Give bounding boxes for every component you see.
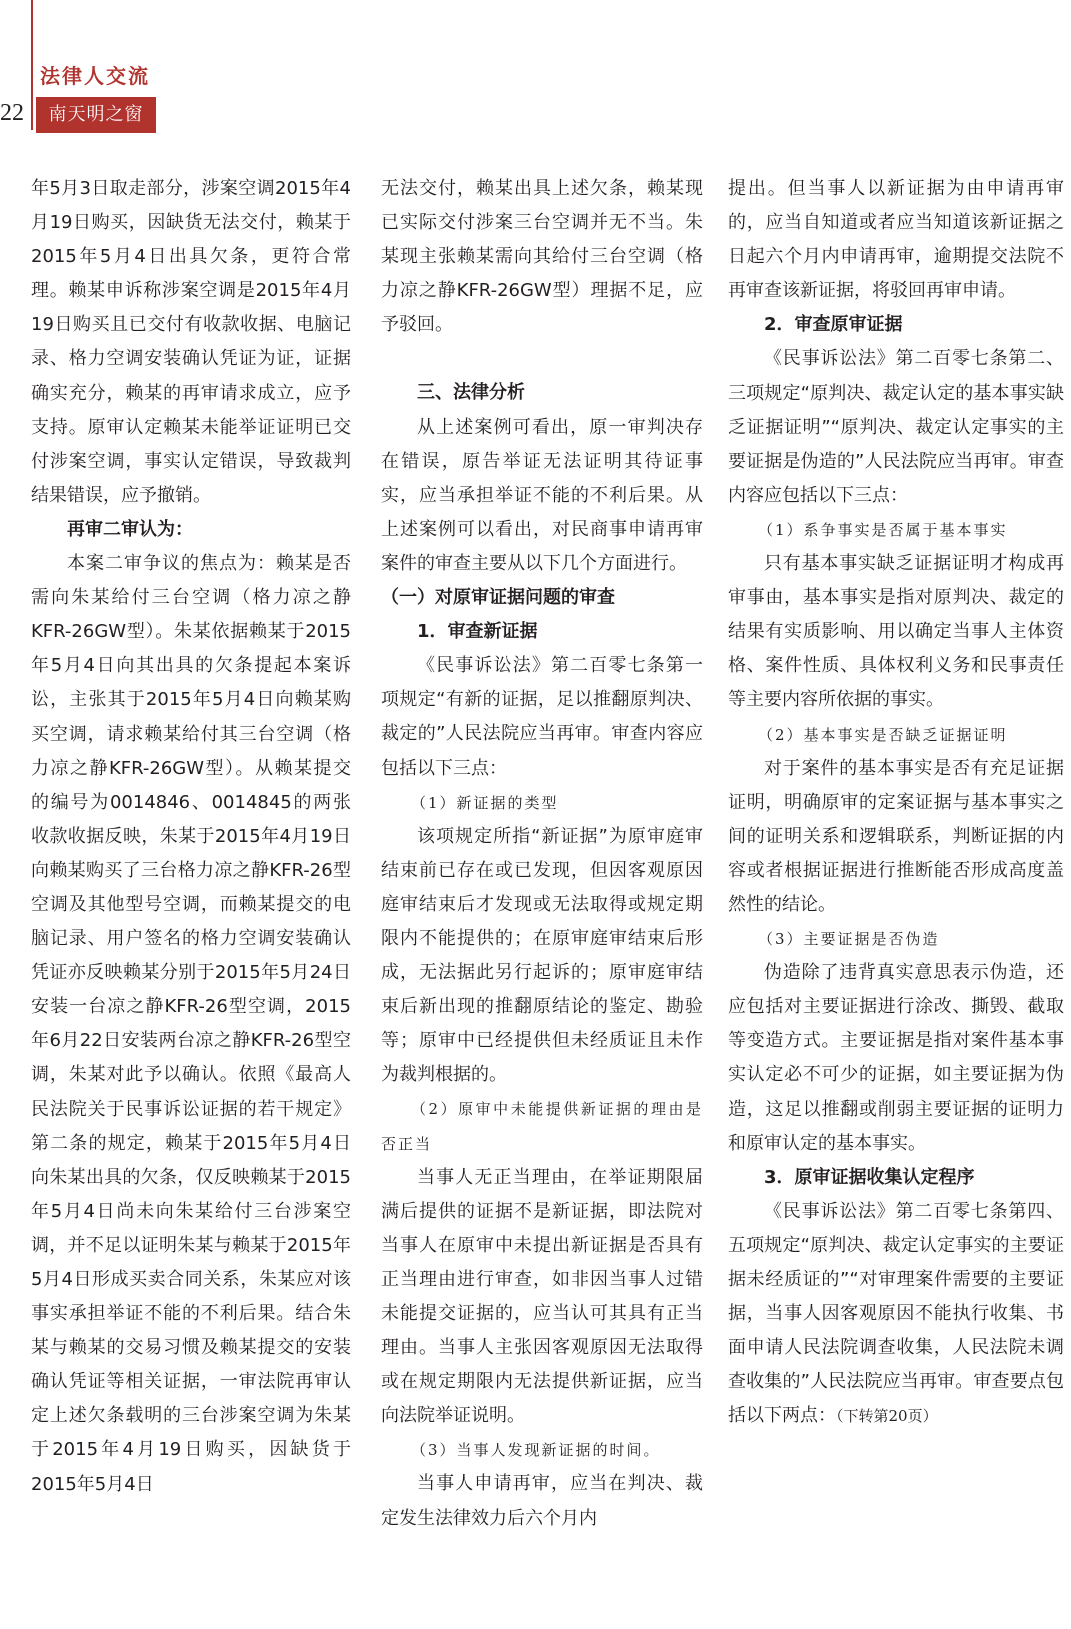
heading: 2．审查原审证据 — [764, 314, 903, 336]
subheading: （3）主要证据是否伪造 — [758, 930, 940, 949]
paragraph: 对于案件的基本事实是否有充足证据证明，明确原审的定案证据与基本事实之间的证明关系和逻辑联系，判断证据的内容或者根据证据进行推断能否形成高度盖然性的结论。 — [728, 757, 1064, 915]
heading: 3．原审证据收集认定程序 — [764, 1166, 975, 1188]
column-3 — [728, 172, 1064, 1433]
heading: 再审二审认为： — [67, 518, 193, 540]
subheading: （1）系争事实是否属于基本事实 — [758, 520, 1008, 539]
paragraph: 该项规定所指“新证据”为原审庭审结束前已存在或已发现，但因客观原因庭审结束后才发现或无法取得或规定期限内不能提供的；在原审庭审结束后形成，无法据此另行起诉的；原审庭审结束后新出现的推翻原结论的鉴定、勘验等；原审中已经提供但未经质证且未作为裁判根据的。 — [381, 825, 703, 1086]
paragraph: 只有基本事实缺乏证据证明才构成再审事由，基本事实是指对原判决、裁定的结果有实质影响、用以确定当事人主体资格、案件性质、具体权利义务和民事责任等主要内容所依据的事实。 — [728, 553, 1064, 711]
paragraph: 当事人申请再审，应当在判决、裁定发生法律效力后六个月内 — [381, 1473, 703, 1529]
subheading: （2）原审中未能提供新证据的理由是否正当 — [381, 1100, 703, 1153]
paragraph: 当事人无正当理由，在举证期限届满后提供的证据不是新证据，即法院对当事人在原审中未提出新证据是否具有正当理由进行审查，如非因当事人过错未能提交证据的，应当认可其具有正当理由。当事人主张因客观原因无法取得或在规定期限内无法提供新证据，应当向法院举证说明。 — [381, 1166, 703, 1427]
column-2 — [381, 172, 703, 1536]
paragraph: 本案二审争议的焦点为：赖某是否需向朱某给付三台空调（格力凉之静KFR-26GW型）。朱某依据赖某于2015年5月4日向其出具的欠条提起本案诉讼，主张其于2015年5月4日向赖某购买空调，请求赖某给付其三台空调（格力凉之静KFR-26GW型）。从赖某提交的编号为0014846、0014845的两张收款收据反映，朱某于2015年4月19日向赖某购买了三台格力凉之静KFR-26型空调及其他型号空调，而赖某提交的电脑记录、用户签名的格力空调安装确认凭证亦反映赖某分别于2015年5月24日安装一台凉之静KFR-26型空调，2015年6月22日安装两台凉之静KFR-26型空调，朱某对此予以确认。依照《最高人民法院关于民事诉讼证据的若干规定》第二条的规定，赖某于2015年5月4日向朱某出具的欠条，仅反映赖某于2015年5月4日尚未向朱某给付三台涉案空调，并不足以证明朱某与赖某于2015年5月4日形成买卖合同关系，朱某应对该事实承担举证不能的不利后果。结合朱某与赖某的交易习惯及赖某提交的安装确认凭证等相关证据，一审法院再审认定上述欠条载明的三台涉案空调为朱某于2015年4月19日购买，因缺货于2015年5月4日 — [31, 553, 351, 1495]
paragraph: 提出。但当事人以新证据为由申请再审的，应当自知道或者应当知道该新证据之日起六个月内申请再审，逾期提交法院不再审查该新证据，将驳回再审申请。 — [728, 178, 1064, 302]
paragraph: 从上述案例可看出，原一审判决存在错误，原告举证无法证明其待证事实，应当承担举证不能的不利后果。从上述案例可以看出，对民商事申请再审案件的审查主要从以下几个方面进行。 — [381, 416, 703, 574]
continued-note: （下转第20页） — [836, 1407, 938, 1426]
paragraph: 《民事诉讼法》第二百零七条第一项规定“有新的证据，足以推翻原判决、裁定的”人民法院应当再审。审查内容应包括以下三点： — [381, 655, 703, 779]
paragraph: 《民事诉讼法》第二百零七条第二、三项规定“原判决、裁定认定的基本事实缺乏证据证明”“原判决、裁定认定事实的主要证据是伪造的”人民法院应当再审。审查内容应包括以下三点： — [728, 348, 1064, 506]
subheading: （3）当事人发现新证据的时间。 — [411, 1441, 661, 1460]
heading: 1．审查新证据 — [417, 621, 538, 643]
paragraph: 伪造除了违背真实意思表示伪造，还应包括对主要证据进行涂改、撕毁、截取等变造方式。主要证据是指对案件基本事实认定必不可少的证据，如主要证据为伪造，这足以推翻或削弱主要证据的证明力和原审认定的基本事实。 — [728, 962, 1064, 1154]
column-1 — [31, 172, 351, 1502]
subheading: （1）新证据的类型 — [411, 793, 559, 812]
heading: （一）对原审证据问题的审查 — [381, 587, 615, 609]
column-tag: 南天明之窗 — [36, 97, 156, 133]
spacer — [381, 342, 703, 376]
header-rule — [31, 0, 33, 130]
paragraph: 无法交付，赖某出具上述欠条，赖某现已实际交付涉案三台空调并无不当。朱某现主张赖某需向其给付三台空调（格力凉之静KFR-26GW型）理据不足，应予驳回。 — [381, 178, 703, 336]
heading: 三、法律分析 — [417, 382, 525, 404]
page-number: 22 — [0, 100, 24, 126]
paragraph-text: 《民事诉讼法》第二百零七条第四、五项规定“原判决、裁定认定事实的主要证据未经质证的”“对审理案件需要的主要证据，当事人因客观原因不能执行收集、书面申请人民法院调查收集，人民法院未调查收集的”人民法院应当再审。审查要点包括以下两点： — [728, 1200, 1064, 1427]
subheading: （2）基本事实是否缺乏证据证明 — [758, 725, 1008, 744]
section-title: 法律人交流 — [40, 64, 150, 88]
paragraph — [728, 1195, 1064, 1434]
paragraph: 年5月3日取走部分，涉案空调2015年4月19日购买，因缺货无法交付，赖某于2015年5月4日出具欠条，更符合常理。赖某申诉称涉案空调是2015年4月19日购买且已交付有收款收据、电脑记录、格力空调安装确认凭证为证，证据确实充分，赖某的再审请求成立，应予支持。原审认定赖某未能举证证明已交付涉案空调，事实认定错误，导致裁判结果错误，应予撤销。 — [31, 178, 351, 506]
